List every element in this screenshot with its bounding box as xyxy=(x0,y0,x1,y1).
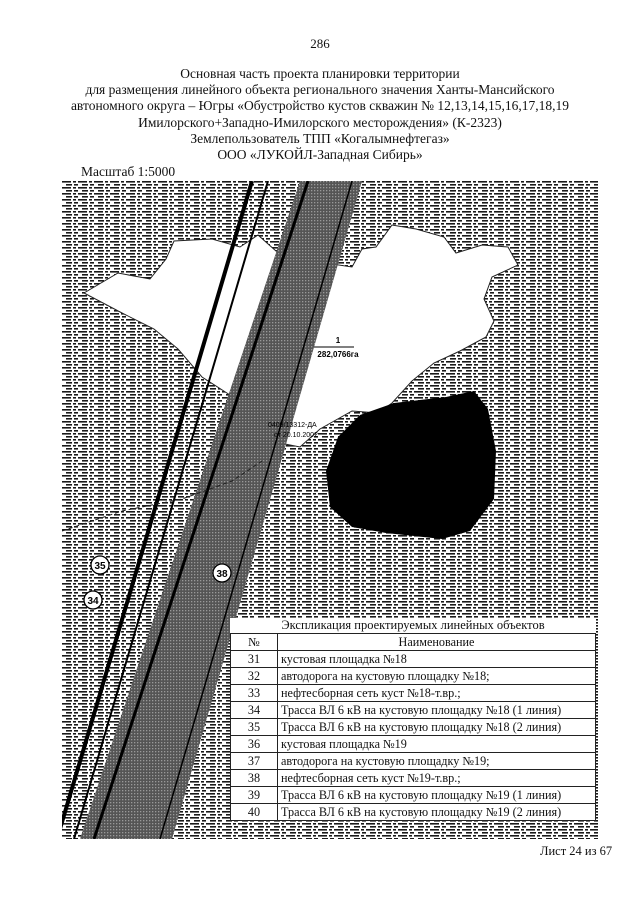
table-row xyxy=(231,736,596,753)
row-name: автодорога на кустовую площадку №18; xyxy=(278,668,596,685)
row-number: 35 xyxy=(231,719,278,736)
row-number: 31 xyxy=(231,651,278,668)
table-row xyxy=(231,804,596,821)
explication-title: Экспликация проектируемых линейных объектов xyxy=(281,618,545,632)
parcel-area: 282,0766га xyxy=(317,350,359,359)
row-name: Трасса ВЛ 6 кВ на кустовую площадку №19 (1 линия) xyxy=(278,787,596,804)
map-scale: Масштаб 1:5000 xyxy=(81,164,176,179)
table-row xyxy=(231,685,596,702)
row-name: Трасса ВЛ 6 кВ на кустовую площадку №18 (2 линия) xyxy=(278,719,596,736)
cadastral-label: 0409/13312-ДА xyxy=(268,422,317,429)
explication-table xyxy=(230,618,596,821)
title-line: автономного округа – Югры «Обустройство кустов скважин № 12,13,14,15,16,17,18,19 xyxy=(70,98,570,114)
column-header-name: Наименование xyxy=(278,634,596,651)
table-row xyxy=(231,651,596,668)
explication-grid xyxy=(230,633,596,821)
row-name: Трасса ВЛ 6 кВ на кустовую площадку №18 (1 линия) xyxy=(278,702,596,719)
marker-34-label: 34 xyxy=(87,596,99,607)
row-number: 38 xyxy=(231,770,278,787)
title-line: Основная часть проекта планировки территории xyxy=(180,66,460,81)
table-row xyxy=(231,668,596,685)
title-line: Землепользователь ТПП «Когалымнефтегаз» xyxy=(190,130,450,146)
row-number: 40 xyxy=(231,804,278,821)
row-number: 32 xyxy=(231,668,278,685)
table-row xyxy=(231,787,596,804)
table-row xyxy=(231,719,596,736)
row-name: Трасса ВЛ 6 кВ на кустовую площадку №19 (2 линия) xyxy=(278,804,596,821)
row-number: 39 xyxy=(231,787,278,804)
marker-35 xyxy=(91,556,109,574)
table-row xyxy=(231,770,596,787)
row-name: нефтесборная сеть куст №18-т.вр.; xyxy=(278,685,596,702)
row-number: 34 xyxy=(231,702,278,719)
row-number: 36 xyxy=(231,736,278,753)
title-line: для размещения линейного объекта регионального значения Ханты-Мансийского xyxy=(85,82,555,98)
cadastral-date: от 20.10.2002 xyxy=(274,432,318,439)
row-name: кустовая площадка №18 xyxy=(278,651,596,668)
title-line: ООО «ЛУКОЙЛ-Западная Сибирь» xyxy=(217,147,423,163)
row-name: автодорога на кустовую площадку №19; xyxy=(278,753,596,770)
marker-35-label: 35 xyxy=(94,561,106,572)
column-header-number: № xyxy=(231,634,278,651)
table-row xyxy=(231,753,596,770)
marker-38 xyxy=(213,564,231,582)
table-row xyxy=(231,702,596,719)
sheet-number: Лист 24 из 67 xyxy=(540,844,613,858)
document-title xyxy=(40,66,600,163)
row-name: кустовая площадка №19 xyxy=(278,736,596,753)
marker-34 xyxy=(84,591,102,609)
row-number: 33 xyxy=(231,685,278,702)
row-name: нефтесборная сеть куст №19-т.вр.; xyxy=(278,770,596,787)
title-line: Имилорского+Западно-Имилорского месторождения» (К-2323) xyxy=(138,114,502,130)
marker-38-label: 38 xyxy=(216,569,228,580)
parcel-number: 1 xyxy=(335,336,341,345)
row-number: 37 xyxy=(231,753,278,770)
page-number: 286 xyxy=(310,36,330,51)
